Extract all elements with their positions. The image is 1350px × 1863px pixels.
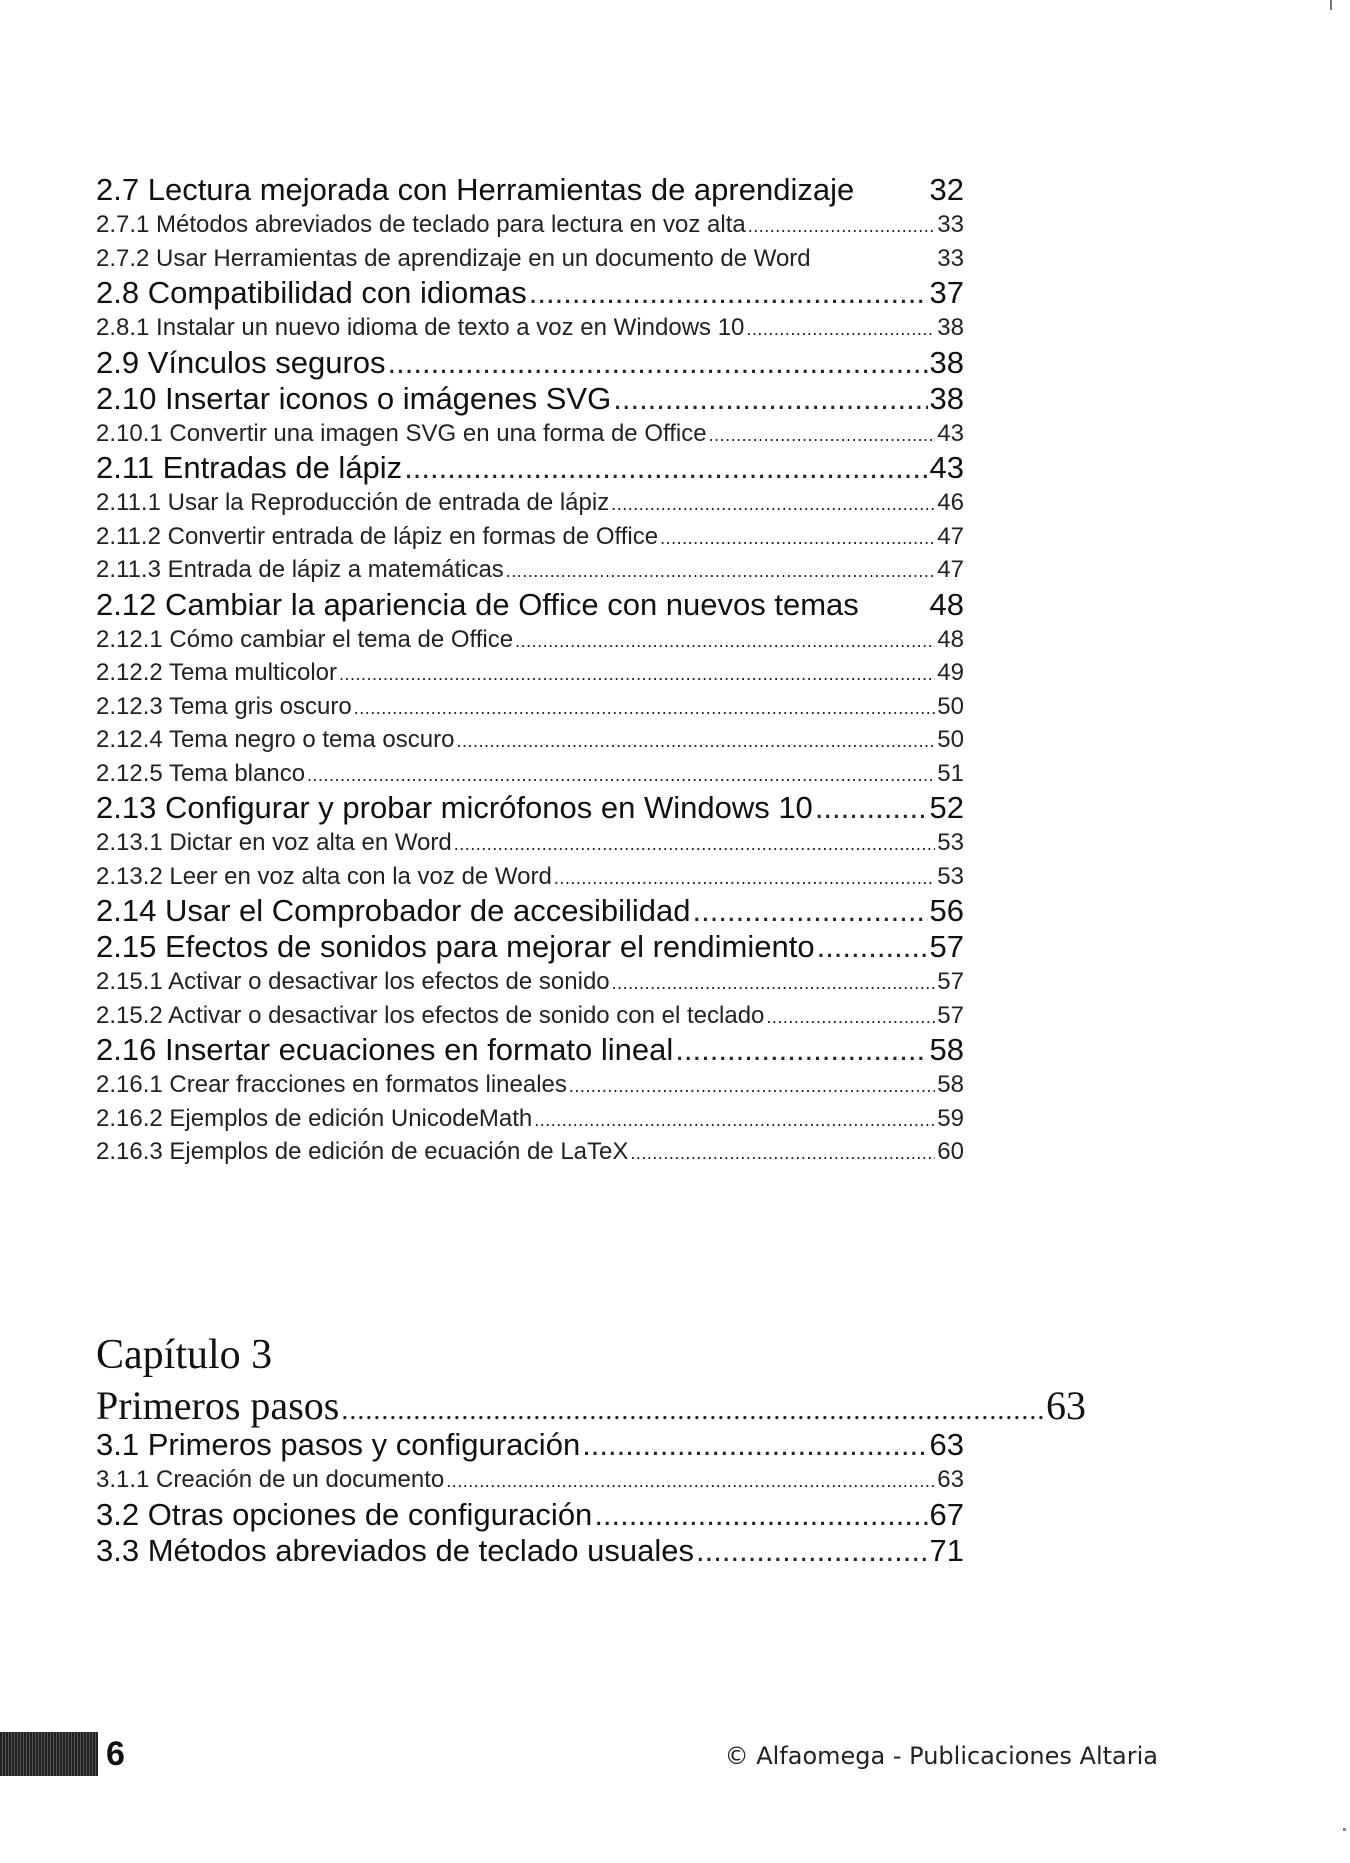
toc-entry-page: 48 bbox=[937, 625, 964, 653]
dot-leader bbox=[515, 625, 935, 657]
toc-entry-title: 2.13.2 Leer en voz alta con la voz de Word bbox=[96, 862, 552, 890]
toc-list-chapter-3 bbox=[96, 1427, 964, 1569]
toc-subsection-entry bbox=[96, 1463, 964, 1497]
toc-entry-page: 49 bbox=[937, 659, 964, 686]
dot-leader bbox=[766, 1001, 935, 1033]
toc-entry-page: 58 bbox=[937, 1071, 964, 1098]
toc-entry-page: 58 bbox=[929, 1032, 964, 1067]
dot-leader bbox=[446, 1465, 935, 1497]
footer-copyright: © Alfaomega - Publicaciones Altaria bbox=[724, 1742, 1158, 1770]
toc-entry-page: 33 bbox=[937, 244, 964, 272]
toc-entry-page: 63 bbox=[937, 1466, 964, 1493]
toc-subsection-entry bbox=[96, 1102, 964, 1136]
toc-entry-title: 2.12 Cambiar la apariencia de Office con nuevos temas bbox=[96, 586, 859, 622]
toc-subsection-entry bbox=[96, 553, 964, 587]
dot-leader bbox=[693, 893, 928, 929]
toc-section-entry bbox=[96, 1497, 964, 1533]
dot-leader bbox=[630, 1137, 935, 1169]
dot-leader bbox=[709, 419, 936, 451]
footer-decorative-bar bbox=[0, 1732, 98, 1776]
toc-entry-title: 2.10 Insertar iconos o imágenes SVG bbox=[96, 380, 612, 416]
dot-leader bbox=[456, 725, 935, 757]
toc-list-chapter-2 bbox=[96, 172, 964, 1169]
dot-leader bbox=[746, 313, 935, 345]
toc-entry-title: 2.16.2 Ejemplos de edición UnicodeMath bbox=[96, 1104, 533, 1132]
toc-entry-page: 57 bbox=[937, 1001, 964, 1029]
toc-entry-title: 2.14 Usar el Comprobador de accesibilidad bbox=[96, 893, 691, 928]
toc-subsection-entry bbox=[96, 486, 964, 520]
dot-leader bbox=[696, 1533, 928, 1569]
dot-leader bbox=[582, 1427, 927, 1463]
toc-entry-page: 57 bbox=[937, 968, 964, 995]
toc-section-entry bbox=[96, 1032, 964, 1068]
toc-subsection-entry bbox=[96, 757, 964, 791]
toc-entry-title: 2.8.1 Instalar un nuevo idioma de texto a voz en Windows 10 bbox=[96, 314, 745, 341]
toc-entry-page: 38 bbox=[929, 380, 964, 416]
toc-section-entry bbox=[96, 381, 964, 417]
dot-leader bbox=[339, 658, 935, 690]
toc-subsection-entry bbox=[96, 1135, 964, 1169]
toc-entry-title: 2.7 Lectura mejorada con Herramientas de aprendizaje bbox=[96, 172, 855, 207]
toc-entry-page: 71 bbox=[929, 1532, 964, 1568]
toc-subsection-entry bbox=[96, 860, 964, 894]
toc-section-entry bbox=[96, 893, 964, 929]
dot-leader bbox=[613, 381, 927, 417]
toc-subsection-entry bbox=[96, 623, 964, 657]
toc-subsection-entry bbox=[96, 656, 964, 690]
toc-entry-page: 59 bbox=[937, 1104, 964, 1132]
toc-entry-title: 2.12.5 Tema blanco bbox=[96, 759, 306, 787]
toc-entry-page: 47 bbox=[937, 556, 964, 583]
toc-entry-title: 3.1 Primeros pasos y configuración bbox=[96, 1427, 581, 1462]
toc-entry-title: 3.2 Otras opciones de configuración bbox=[96, 1496, 593, 1532]
toc-subsection-entry bbox=[96, 826, 964, 860]
chapter-number: Capítulo 3 bbox=[96, 1332, 273, 1378]
dot-leader bbox=[748, 210, 936, 242]
toc-entry-title: 2.8 Compatibilidad con idiomas bbox=[96, 275, 527, 310]
toc-entry-page: 47 bbox=[937, 522, 964, 550]
toc-entry-title: 2.13.1 Dictar en voz alta en Word bbox=[96, 829, 452, 856]
toc-section-entry bbox=[96, 172, 964, 208]
dot-leader bbox=[612, 967, 936, 999]
toc-entry-title: 2.12.1 Cómo cambiar el tema de Office bbox=[96, 625, 514, 653]
toc-entry-page: 37 bbox=[929, 275, 964, 310]
toc-entry-title: 2.10.1 Convertir una imagen SVG en una forma de Office bbox=[96, 419, 707, 447]
toc-entry-page: 32 bbox=[929, 172, 964, 207]
toc-entry-title: 3.3 Métodos abreviados de teclado usuales bbox=[96, 1532, 695, 1568]
dot-leader bbox=[506, 555, 936, 587]
toc-entry-page: 48 bbox=[929, 586, 964, 622]
dot-leader bbox=[404, 450, 927, 486]
toc-entry-title: 2.7.1 Métodos abreviados de teclado para lectura en voz alta bbox=[96, 211, 746, 238]
dot-leader bbox=[817, 929, 928, 965]
toc-subsection-entry bbox=[96, 208, 964, 242]
toc-entry-page: 38 bbox=[937, 314, 964, 341]
toc-subsection-entry bbox=[96, 1068, 964, 1102]
toc-entry-page: 46 bbox=[937, 489, 964, 516]
toc-entry-title: 2.11.2 Convertir entrada de lápiz en formas de Office bbox=[96, 522, 659, 550]
toc-section-entry bbox=[96, 790, 964, 826]
dot-leader bbox=[529, 275, 928, 311]
toc-entry-page: 56 bbox=[929, 893, 964, 928]
toc-entry-title: 2.13 Configurar y probar micrófonos en Windows 10 bbox=[96, 790, 813, 825]
toc-entry-title: 2.11.3 Entrada de lápiz a matemáticas bbox=[96, 556, 504, 583]
toc-entry-page: 43 bbox=[937, 419, 964, 447]
toc-subsection-entry bbox=[96, 690, 964, 724]
toc-section-entry bbox=[96, 587, 964, 623]
dot-leader bbox=[675, 1032, 927, 1068]
toc-section-entry bbox=[96, 275, 964, 311]
dot-leader bbox=[388, 345, 928, 381]
toc-entry-title: 2.15 Efectos de sonidos para mejorar el rendimiento bbox=[96, 929, 815, 964]
dot-leader bbox=[594, 1497, 927, 1533]
dot-leader bbox=[354, 692, 936, 724]
toc-entry-page: 60 bbox=[937, 1138, 964, 1165]
toc-subsection-entry bbox=[96, 417, 964, 451]
toc-subsection-entry bbox=[96, 723, 964, 757]
chapter-heading bbox=[96, 1328, 1086, 1430]
toc-entry-title: 2.12.2 Tema multicolor bbox=[96, 659, 338, 686]
toc-subsection-entry bbox=[96, 520, 964, 554]
dot-leader bbox=[660, 522, 935, 554]
dot-leader bbox=[554, 862, 935, 894]
toc-entry-page: 67 bbox=[929, 1496, 964, 1532]
toc-entry-title: 2.7.2 Usar Herramientas de aprendizaje en un documento de Word bbox=[96, 244, 811, 272]
toc-section-entry bbox=[96, 450, 964, 486]
dot-leader bbox=[815, 790, 928, 826]
chapter-title: Primeros pasos bbox=[96, 1383, 340, 1428]
dot-leader bbox=[307, 759, 935, 791]
dot-leader bbox=[454, 828, 936, 860]
toc-entry-page: 51 bbox=[937, 759, 964, 787]
toc-subsection-entry bbox=[96, 965, 964, 999]
scan-edge-dot bbox=[1343, 1828, 1346, 1831]
toc-subsection-entry bbox=[96, 242, 964, 276]
scan-edge-mark bbox=[1330, 0, 1332, 10]
toc-entry-title: 2.11.1 Usar la Reproducción de entrada de lápiz bbox=[96, 489, 610, 516]
chapter-title-row bbox=[96, 1382, 1086, 1430]
toc-entry-title: 2.16.1 Crear fracciones en formatos lineales bbox=[96, 1071, 567, 1098]
toc-entry-title: 2.15.1 Activar o desactivar los efectos de sonido bbox=[96, 968, 610, 995]
dot-leader bbox=[341, 1387, 1044, 1430]
toc-entry-page: 63 bbox=[929, 1427, 964, 1462]
toc-entry-title: 2.16.3 Ejemplos de edición de ecuación de LaTeX bbox=[96, 1138, 629, 1165]
toc-entry-page: 33 bbox=[937, 211, 964, 238]
dot-leader bbox=[534, 1104, 935, 1136]
toc-subsection-entry bbox=[96, 311, 964, 345]
toc-entry-page: 53 bbox=[937, 862, 964, 890]
toc-entry-page: 52 bbox=[929, 790, 964, 825]
toc-entry-page: 50 bbox=[937, 726, 964, 753]
toc-subsection-entry bbox=[96, 999, 964, 1033]
dot-leader bbox=[569, 1070, 935, 1102]
toc-entry-page: 43 bbox=[929, 450, 964, 485]
toc-entry-title: 2.11 Entradas de lápiz bbox=[96, 450, 403, 485]
toc-section-entry bbox=[96, 929, 964, 965]
toc-entry-title: 2.12.4 Tema negro o tema oscuro bbox=[96, 726, 455, 753]
toc-section-entry bbox=[96, 345, 964, 381]
footer-page-number: 6 bbox=[106, 1735, 125, 1773]
toc-entry-title: 2.16 Insertar ecuaciones en formato lineal bbox=[96, 1032, 674, 1067]
toc-entry-page: 53 bbox=[937, 829, 964, 856]
toc-entry-page: 57 bbox=[929, 929, 964, 964]
toc-entry-title: 3.1.1 Creación de un documento bbox=[96, 1466, 445, 1493]
toc-section-entry bbox=[96, 1533, 964, 1569]
dot-leader bbox=[611, 488, 935, 520]
toc-entry-title: 2.9 Vínculos seguros bbox=[96, 344, 386, 380]
toc-entry-page: 50 bbox=[937, 692, 964, 720]
toc-entry-title: 2.12.3 Tema gris oscuro bbox=[96, 692, 352, 720]
toc-entry-page: 38 bbox=[929, 344, 964, 380]
toc-entry-title: 2.15.2 Activar o desactivar los efectos de sonido con el teclado bbox=[96, 1001, 765, 1029]
toc-section-entry bbox=[96, 1427, 964, 1463]
chapter-page-number: 63 bbox=[1046, 1383, 1086, 1428]
